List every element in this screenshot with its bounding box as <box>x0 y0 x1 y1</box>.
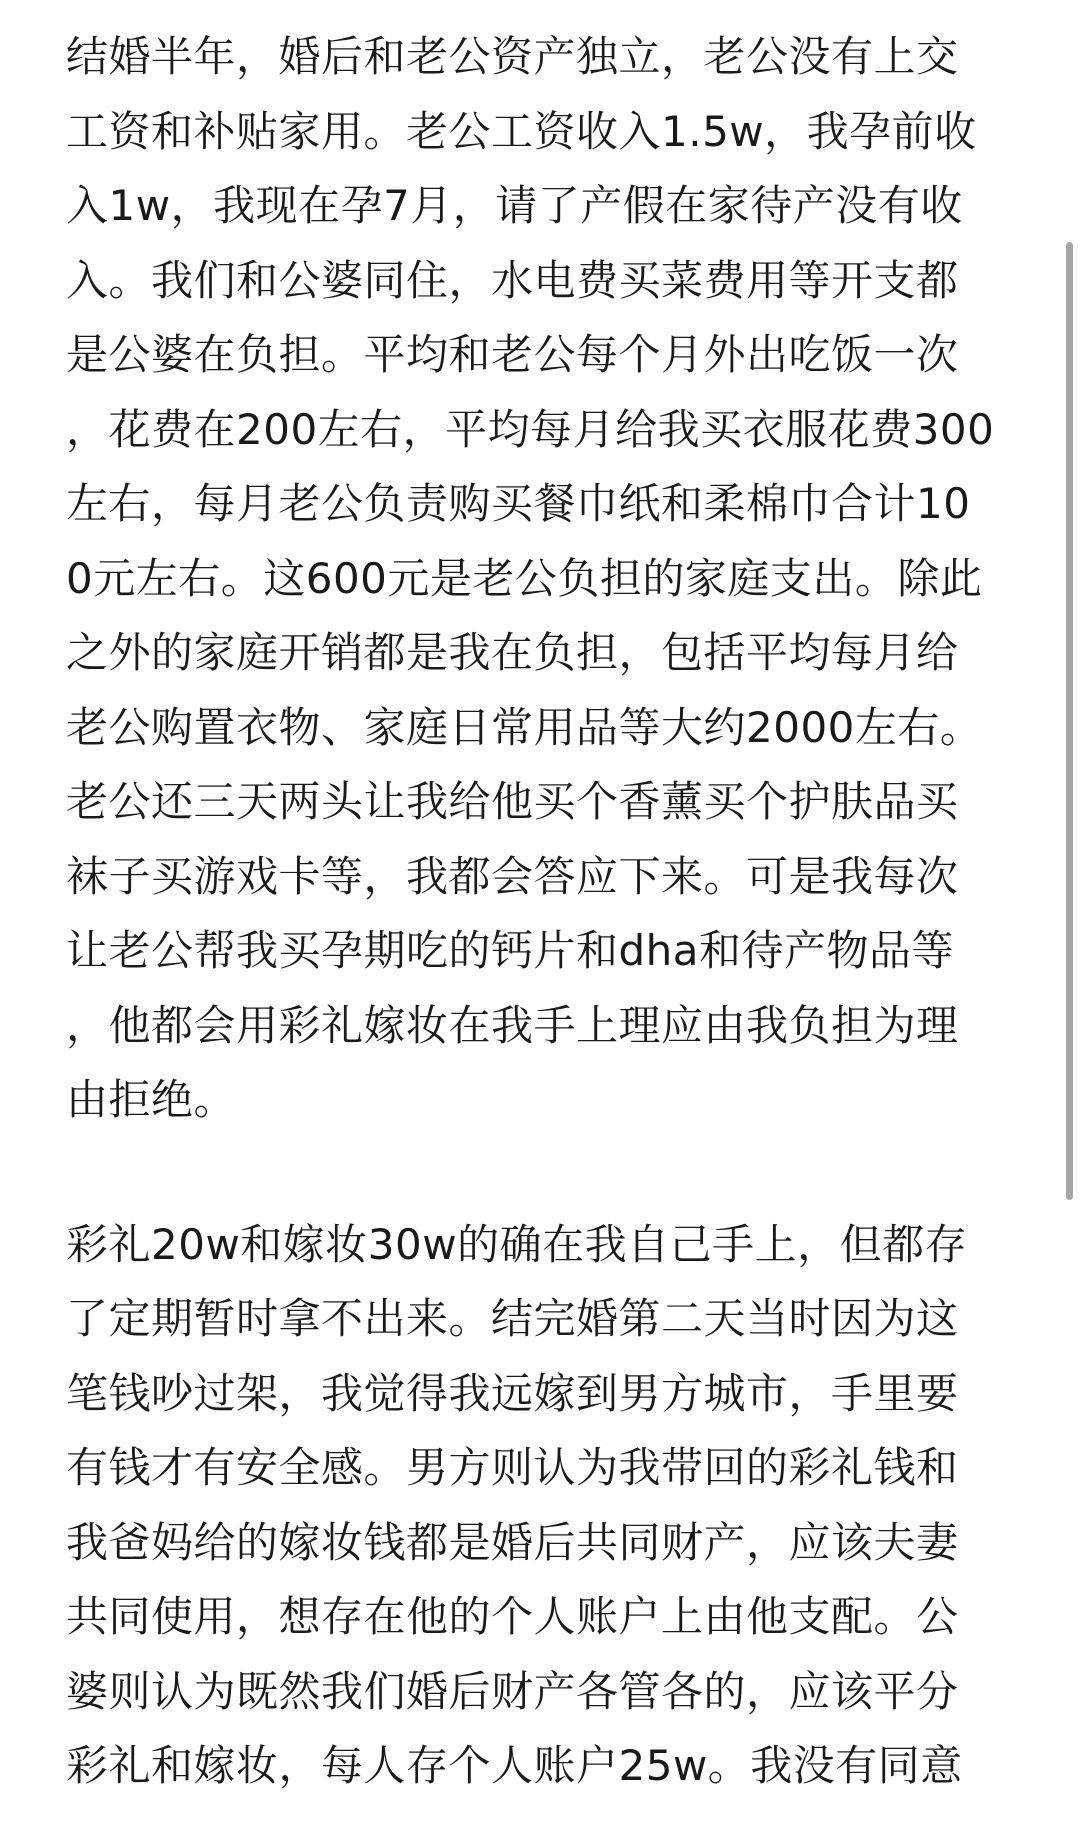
text-line: 让老公帮我买孕期吃的钙片和dha和待产物品等 <box>66 926 955 975</box>
paragraph-1 <box>66 20 1006 1138</box>
text-line: 左右，每月老公负责购买餐巾纸和柔棉巾合计10 <box>66 479 971 528</box>
text-line: 袜子买游戏卡等，我都会答应下来。可是我每次 <box>66 851 959 901</box>
text-line: 结婚半年，婚后和老公资产独立，老公没有上交 <box>66 32 959 81</box>
text-line: 由拒绝。 <box>66 1075 237 1124</box>
text-line: 彩礼和嫁妆，每人存个人账户25w。我没有同意 <box>66 1741 963 1790</box>
scrollbar-thumb[interactable] <box>1066 242 1073 1200</box>
text-line: ，花费在200左右，平均每月给我买衣服花费300 <box>66 404 995 454</box>
text-line: 是公婆在负担。平均和老公每个月外出吃饭一次 <box>66 330 959 379</box>
text-line: 入1w，我现在孕7月，请了产假在家待产没有收 <box>66 181 963 230</box>
text-line: 婆则认为既然我们婚后财产各管各的，应该平分 <box>66 1666 959 1716</box>
text-line: 0元左右。这600元是老公负担的家庭支出。除此 <box>66 553 983 603</box>
text-line: 笔钱吵过架，我觉得我远嫁到男方城市，手里要 <box>66 1368 959 1418</box>
paragraph-2 <box>66 1208 1006 1804</box>
paragraph-spacer <box>66 1138 1006 1208</box>
text-line: 我爸妈给的嫁妆钱都是婚后共同财产，应该夫妻 <box>66 1517 959 1567</box>
article-body <box>66 20 1006 1804</box>
text-line: 工资和补贴家用。老公工资收入1.5w，我孕前收 <box>66 106 977 156</box>
text-line: 共同使用，想存在他的个人账户上由他支配。公 <box>66 1592 959 1641</box>
text-line: 入。我们和公婆同住，水电费买菜费用等开支都 <box>66 255 959 305</box>
text-line: 老公购置衣物、家庭日常用品等大约2000左右。 <box>66 702 983 752</box>
vertical-scrollbar[interactable] <box>1066 0 1080 1821</box>
text-line: 之外的家庭开销都是我在负担，包括平均每月给 <box>66 628 959 677</box>
text-line: 老公还三天两头让我给他买个香薰买个护肤品买 <box>66 777 959 826</box>
text-line: 有钱才有安全感。男方则认为我带回的彩礼钱和 <box>66 1443 959 1492</box>
text-line: ，他都会用彩礼嫁妆在我手上理应由我负担为理 <box>66 1000 959 1050</box>
text-line: 了定期暂时拿不出来。结完婚第二天当时因为这 <box>66 1294 959 1343</box>
text-line: 彩礼20w和嫁妆30w的确在我自己手上，但都存 <box>66 1219 968 1269</box>
